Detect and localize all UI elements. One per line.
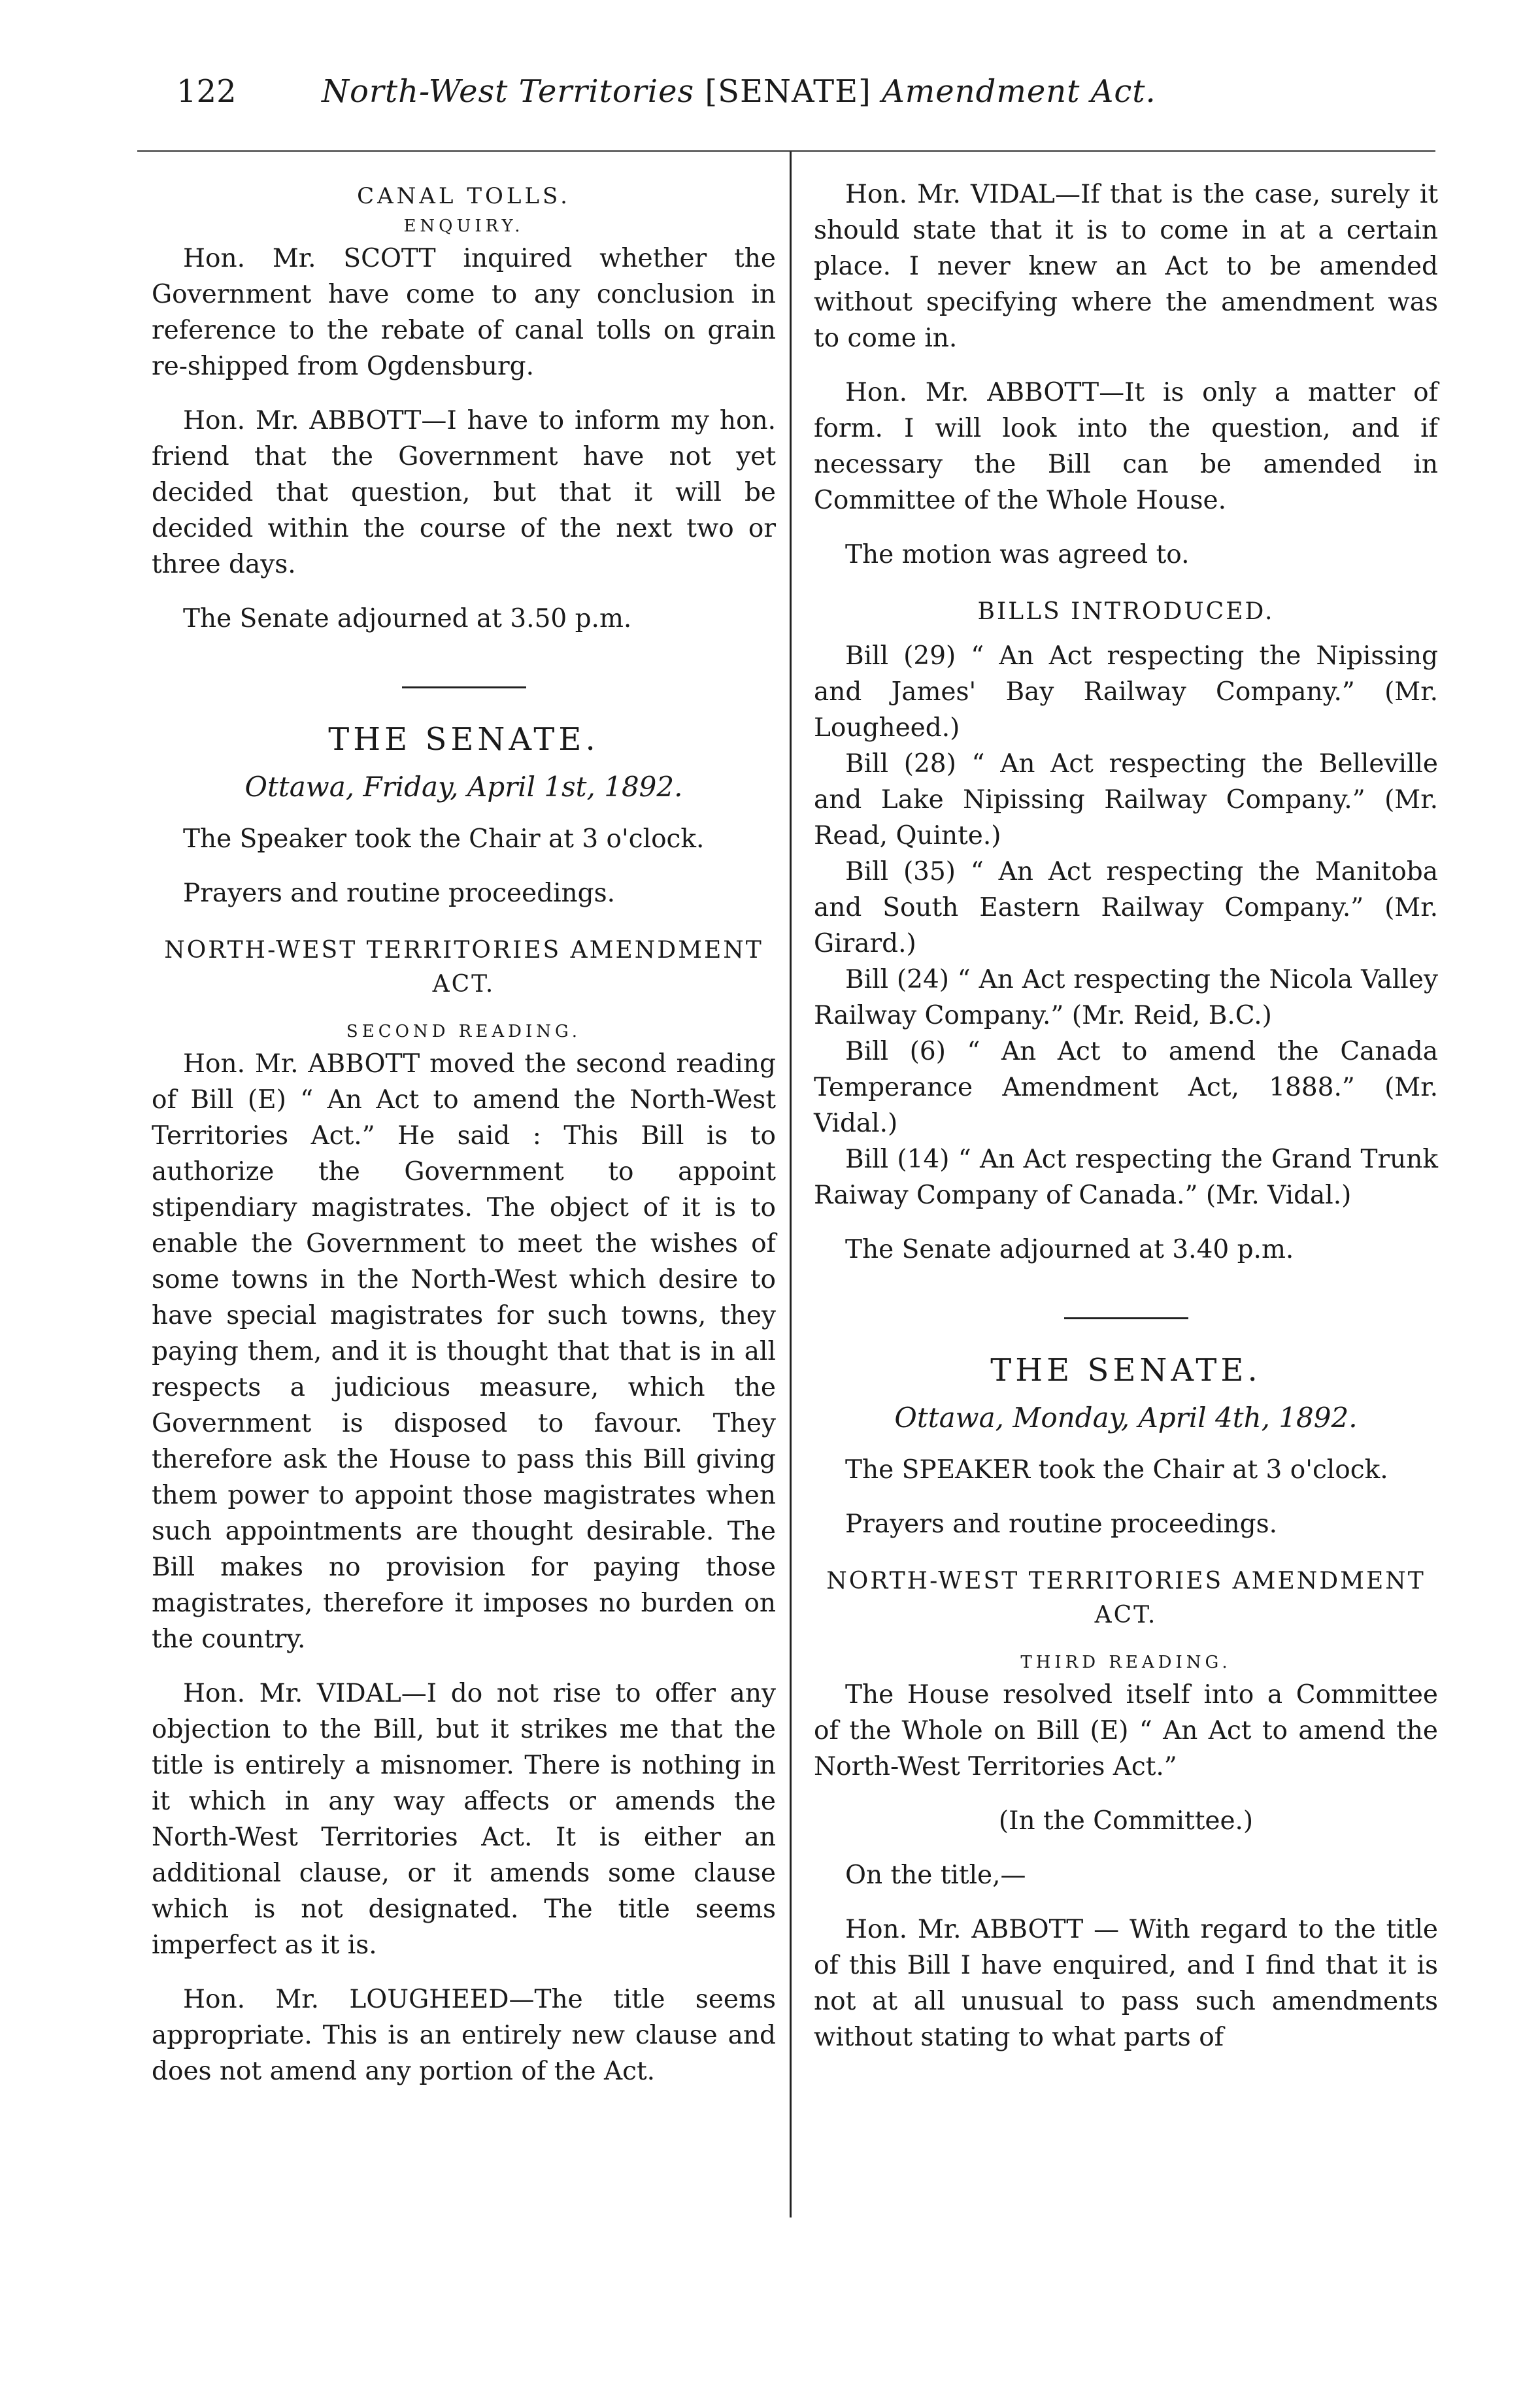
canal-tolls-heading: CANAL TOLLS. bbox=[357, 183, 571, 209]
speaker-paragraph-2: The SPEAKER took the Chair at 3 o'clock. bbox=[845, 1455, 1388, 1485]
third-reading-subheading: THIRD READING. bbox=[1020, 1653, 1231, 1672]
senate-heading-2: THE SENATE. bbox=[990, 1352, 1262, 1389]
second-reading-subheading: SECOND READING. bbox=[346, 1022, 582, 1041]
vidal-objection-paragraph: Hon. Mr. VIDAL—I do not rise to offer any objection to the Bill, but it strikes me that the title is entirely a misnomer. There is nothing in it which in any way affects or amends the North-West Territories Act. It is either an additional clause, or it amends some clause which is not designated. The title seems imperfect as it is. bbox=[152, 1679, 776, 1960]
scott-paragraph: Hon. Mr. SCOTT inquired whether the Government have come to any conclusion in reference to the rebate of canal tolls on grain re-shipped from Ogdensburg. bbox=[152, 244, 776, 381]
senate-heading: THE SENATE. bbox=[328, 721, 599, 758]
adjournment-paragraph-2: The Senate adjourned at 3.40 p.m. bbox=[845, 1235, 1294, 1264]
bill-item: Bill (6) “ An Act to amend the Canada Temperance Amendment Act, 1888.” (Mr. Vidal.) bbox=[814, 1037, 1438, 1138]
column-divider bbox=[790, 152, 792, 2217]
running-head bbox=[150, 65, 1435, 118]
adjournment-paragraph: The Senate adjourned at 3.50 p.m. bbox=[183, 604, 632, 633]
dateline: Ottawa, Friday, April 1st, 1892. bbox=[244, 771, 683, 803]
page-number: 122 bbox=[176, 73, 237, 110]
left-column bbox=[152, 177, 776, 2089]
lougheed-paragraph: Hon. Mr. LOUGHEED—The title seems appropriate. This is an entirely new clause and does not amend any portion of the Act. bbox=[152, 1985, 776, 2086]
bill-item: Bill (28) “ An Act respecting the Belleville and Lake Nipissing Railway Company.” (Mr. Read, Quinte.) bbox=[814, 749, 1438, 851]
in-committee-note: (In the Committee.) bbox=[998, 1806, 1254, 1836]
nwt-amendment-heading: NORTH-WEST TERRITORIES AMENDMENT ACT. bbox=[164, 937, 763, 998]
section-divider bbox=[402, 686, 526, 688]
committee-paragraph: The House resolved itself into a Committee of the Whole on Bill (E) “ An Act to amend the North-West Territories Act.” bbox=[814, 1680, 1438, 1781]
bill-item: Bill (14) “ An Act respecting the Grand Trunk Raiway Company of Canada.” (Mr. Vidal.) bbox=[814, 1145, 1438, 1210]
speaker-paragraph: The Speaker took the Chair at 3 o'clock. bbox=[183, 824, 705, 854]
dateline-2: Ottawa, Monday, April 4th, 1892. bbox=[894, 1402, 1358, 1434]
enquiry-subheading: ENQUIRY. bbox=[403, 216, 524, 236]
prayers-paragraph: Prayers and routine proceedings. bbox=[183, 879, 616, 908]
running-title bbox=[322, 73, 1156, 110]
section-divider-2 bbox=[1064, 1317, 1188, 1319]
running-title-right: Amendment Act. bbox=[882, 73, 1156, 110]
abbott-reply-paragraph: Hon. Mr. ABBOTT—I have to inform my hon. friend that the Government have not yet decided that question, but that it will be decided within the course of the next two or three days. bbox=[152, 406, 776, 579]
right-column bbox=[814, 177, 1438, 2055]
motion-paragraph: The motion was agreed to. bbox=[845, 540, 1190, 569]
vidal-reply-paragraph: Hon. Mr. VIDAL—If that is the case, surely it should state that it is to come in at a certain place. I never knew an Act to be amended without specifying where the amendment was to come in. bbox=[814, 180, 1438, 353]
abbott-title-paragraph: Hon. Mr. ABBOTT — With regard to the title of this Bill I have enquired, and I find that it is not at all unusual to pass such amendments without stating to what parts of bbox=[814, 1915, 1438, 2052]
nwt-amendment-heading-2: NORTH-WEST TERRITORIES AMENDMENT ACT. bbox=[826, 1568, 1426, 1628]
abbott-second-reading-paragraph: Hon. Mr. ABBOTT moved the second reading of Bill (E) “ An Act to amend the North-West Territories Act.” He said : This Bill is to authorize the Government to appoint stipendiary magistrates. The object of it is to enable the Government to meet the wishes of some towns in the North-West which desire to have special magistrates for such towns, they paying them, and it is thought that that is in all respects a judicious measure, which the Government is disposed to favour. They therefore ask the House to pass this Bill giving them power to appoint those magistrates when such appointments are thought desirable. The Bill makes no provision for paying those magistrates, therefore it imposes no burden on the country. bbox=[152, 1049, 776, 1654]
bill-item: Bill (24) “ An Act respecting the Nicola Valley Railway Company.” (Mr. Reid, B.C.) bbox=[814, 965, 1438, 1030]
abbott-form-paragraph: Hon. Mr. ABBOTT—It is only a matter of form. I will look into the question, and if necessary the Bill can be amended in Committee of the Whole House. bbox=[814, 378, 1438, 515]
header-rule bbox=[137, 150, 1435, 152]
bills-introduced-heading: BILLS INTRODUCED. bbox=[977, 598, 1275, 625]
prayers-paragraph-2: Prayers and routine proceedings. bbox=[845, 1509, 1278, 1539]
running-title-middle: [SENATE] bbox=[705, 73, 871, 110]
running-title-left: North-West Territories bbox=[322, 73, 695, 110]
on-title-paragraph: On the title,— bbox=[845, 1861, 1026, 1890]
bill-item: Bill (35) “ An Act respecting the Manitoba and South Eastern Railway Company.” (Mr. Girard.) bbox=[814, 857, 1438, 958]
bill-item: Bill (29) “ An Act respecting the Nipissing and James' Bay Railway Company.” (Mr. Lougheed.) bbox=[814, 641, 1438, 743]
